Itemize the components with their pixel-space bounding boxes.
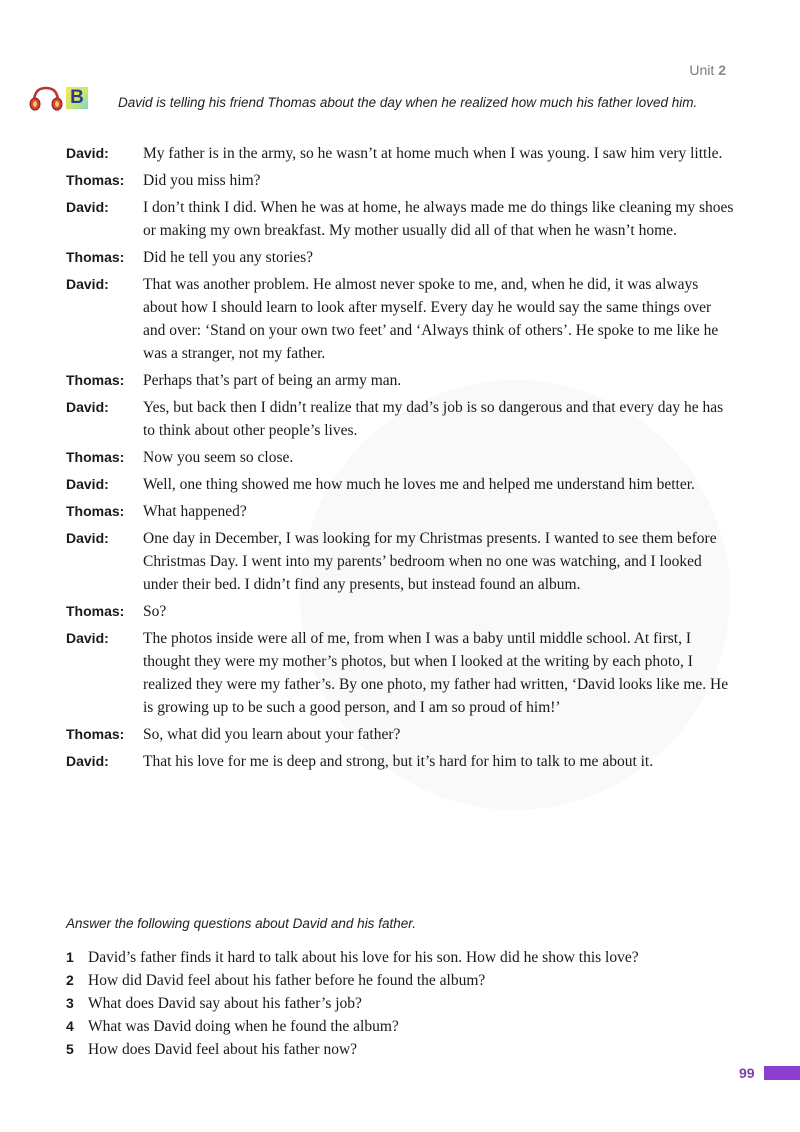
dialogue-line xyxy=(66,396,736,442)
dialogue-line xyxy=(66,246,736,269)
speech-text: So, what did you learn about your father? xyxy=(143,726,401,743)
speaker-name: Thomas: xyxy=(66,449,125,465)
speaker-name: David: xyxy=(66,753,109,769)
question-item xyxy=(66,969,746,992)
dialogue-line xyxy=(66,500,736,523)
speaker-name: David: xyxy=(66,276,109,292)
unit-label xyxy=(689,62,726,78)
speaker-name: David: xyxy=(66,399,109,415)
dialogue xyxy=(66,142,736,777)
speaker-name: Thomas: xyxy=(66,503,125,519)
speech-text: My father is in the army, so he wasn’t at home much when I was young. I saw him very little. xyxy=(143,145,723,162)
question-number: 4 xyxy=(66,1018,74,1034)
speech-text: Did he tell you any stories? xyxy=(143,249,314,266)
question-number: 3 xyxy=(66,995,74,1011)
speech-text: Perhaps that’s part of being an army man. xyxy=(143,372,402,389)
dialogue-line xyxy=(66,196,736,242)
dialogue-line xyxy=(66,369,736,392)
speech-text: That his love for me is deep and strong, but it’s hard for him to talk to me about it. xyxy=(143,753,654,770)
question-item xyxy=(66,992,746,1015)
question-item xyxy=(66,1015,746,1038)
question-text: How did David feel about his father before he found the album? xyxy=(88,972,486,989)
speech-text: The photos inside were all of me, from when I was a baby until middle school. At first, I thought they were my mother’s photos, but when I looked at the writing by each photo, I realized they were my father’s. By one photo, my father had written, ‘David looks like me. He is growing up to be such a good person, and I am so proud of him!’ xyxy=(143,630,729,716)
dialogue-line xyxy=(66,627,736,719)
speaker-name: Thomas: xyxy=(66,372,125,388)
speaker-name: Thomas: xyxy=(66,726,125,742)
question-number: 2 xyxy=(66,972,74,988)
speaker-name: David: xyxy=(66,145,109,161)
dialogue-line xyxy=(66,750,736,773)
speech-text: So? xyxy=(143,603,167,620)
speaker-name: Thomas: xyxy=(66,172,125,188)
speaker-name: David: xyxy=(66,476,109,492)
dialogue-line xyxy=(66,473,736,496)
question-list xyxy=(66,946,746,1061)
speech-text: That was another problem. He almost never spoke to me, and, when he did, it was always about how I should learn to look after myself. Every day he would say the same things over and over: ‘Stand on your own two feet’ and ‘Always think of others’. He spoke to me like he was a stranger, not my father. xyxy=(143,276,719,362)
unit-label-text: Unit xyxy=(689,62,715,78)
speech-text: What happened? xyxy=(143,503,247,520)
speech-text: I don’t think I did. When he was at home, he always made me do things like cleaning my shoes or making my own breakfast. My mother usually did all of that when he wasn’t home. xyxy=(143,199,734,239)
headphones-icon xyxy=(28,84,64,112)
question-number: 1 xyxy=(66,949,74,965)
speech-text: One day in December, I was looking for my Christmas presents. I wanted to see them before Christmas Day. I went into my parents’ bedroom when no one was watching, and I looked under their bed. I didn’t find any presents, but instead found an album. xyxy=(143,530,717,593)
instructions: Answer the following questions about David and his father. xyxy=(66,916,416,931)
dialogue-line xyxy=(66,169,736,192)
speaker-name: David: xyxy=(66,199,109,215)
dialogue-line xyxy=(66,723,736,746)
dialogue-line xyxy=(66,446,736,469)
dialogue-line xyxy=(66,142,736,165)
section-letter-badge: B xyxy=(66,87,88,109)
speech-text: Well, one thing showed me how much he loves me and helped me understand him better. xyxy=(143,476,695,493)
question-number: 5 xyxy=(66,1041,74,1057)
question-text: How does David feel about his father now? xyxy=(88,1041,358,1058)
speech-text: Now you seem so close. xyxy=(143,449,294,466)
page-accent-bar xyxy=(764,1066,800,1080)
speech-text: Did you miss him? xyxy=(143,172,261,189)
question-text: David’s father finds it hard to talk about his love for his son. How did he show this love? xyxy=(88,949,639,966)
speech-text: Yes, but back then I didn’t realize that my dad’s job is so dangerous and that every day he has to think about other people’s lives. xyxy=(143,399,724,439)
section-intro: David is telling his friend Thomas about the day when he realized how much his father loved him. xyxy=(118,95,698,110)
dialogue-line xyxy=(66,273,736,365)
speaker-name: David: xyxy=(66,530,109,546)
question-text: What does David say about his father’s job? xyxy=(88,995,362,1012)
question-text: What was David doing when he found the album? xyxy=(88,1018,399,1035)
dialogue-line xyxy=(66,527,736,596)
question-item xyxy=(66,946,746,969)
unit-number: 2 xyxy=(718,62,726,78)
question-item xyxy=(66,1038,746,1061)
speaker-name: David: xyxy=(66,630,109,646)
page-number: 99 xyxy=(739,1065,755,1081)
speaker-name: Thomas: xyxy=(66,249,125,265)
speaker-name: Thomas: xyxy=(66,603,125,619)
dialogue-line xyxy=(66,600,736,623)
